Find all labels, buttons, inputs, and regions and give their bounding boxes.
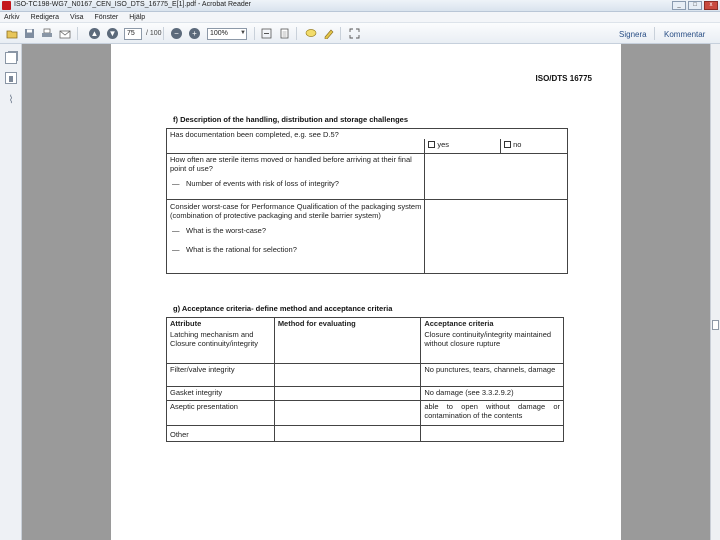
full-screen-icon[interactable]	[348, 27, 361, 40]
menu-fonster[interactable]: Fönster	[94, 14, 119, 21]
save-icon[interactable]	[23, 27, 36, 40]
table-row	[167, 329, 564, 363]
window-controls	[672, 1, 718, 10]
navigation-pane	[0, 44, 22, 540]
table-row	[167, 139, 568, 153]
question-text: Has documentation been completed, e.g. see D.5?	[170, 130, 339, 139]
scrollbar-thumb[interactable]	[712, 320, 719, 330]
table-cell	[167, 139, 425, 153]
section-g-title: g) Acceptance criteria- define method and acceptance criteria	[173, 304, 393, 313]
table-cell	[167, 153, 425, 199]
attribute-cell: Other	[167, 425, 275, 441]
column-header-attribute: Attribute	[167, 318, 275, 330]
handling-challenges-table	[166, 128, 568, 274]
table-header-row	[167, 318, 564, 330]
table-row	[167, 363, 564, 386]
table-row	[167, 153, 568, 199]
comment-button[interactable]: Kommentar	[664, 30, 706, 39]
minimize-button[interactable]: _	[672, 1, 686, 10]
column-header-criteria: Acceptance criteria	[421, 318, 564, 330]
menu-arkiv[interactable]: Arkiv	[4, 14, 20, 21]
menu-bar	[0, 12, 720, 23]
zoom-select[interactable]: 100%	[207, 28, 247, 40]
maximize-button[interactable]: □	[688, 1, 702, 10]
title-bar	[0, 0, 720, 12]
table-cell	[167, 129, 568, 140]
bullet-item: — What is the worst-case?	[172, 225, 267, 235]
fit-page-icon[interactable]	[260, 27, 273, 40]
table-cell	[501, 139, 568, 153]
close-button[interactable]: x	[704, 1, 718, 10]
comment-bubble-icon[interactable]	[304, 27, 317, 40]
table-cell	[425, 153, 568, 199]
criteria-cell: Closure continuity/integrity maintained without closure rupture	[421, 329, 564, 363]
open-icon[interactable]	[5, 27, 18, 40]
method-cell	[274, 400, 421, 425]
method-cell	[274, 329, 421, 363]
attribute-cell: Aseptic presentation	[167, 400, 275, 425]
table-row	[167, 425, 564, 441]
acrobat-app-icon	[2, 1, 11, 10]
zoom-out-icon[interactable]: −	[170, 27, 183, 40]
criteria-cell: No punctures, tears, channels, damage	[421, 363, 564, 386]
criteria-cell	[421, 425, 564, 441]
table-cell	[425, 139, 501, 153]
yes-checkbox[interactable]	[428, 141, 435, 148]
window-title: ISO-TC198-WG7_N0167_CEN_ISO_DTS_16775_E[1].pdf - Acrobat Reader	[14, 1, 251, 8]
toolbar	[0, 23, 720, 44]
no-label: no	[513, 140, 522, 149]
vertical-scrollbar[interactable]	[710, 44, 720, 540]
bookmark-icon[interactable]	[5, 72, 17, 84]
yes-label: yes	[437, 140, 449, 149]
next-page-icon[interactable]: ▼	[108, 29, 117, 38]
method-cell	[274, 363, 421, 386]
attribute-cell: Filter/valve integrity	[167, 363, 275, 386]
page-total: / 100	[146, 30, 162, 37]
bullet-item: — What is the rational for selection?	[172, 244, 297, 254]
question-text: How often are sterile items moved or handled before arriving at their final point of use?	[170, 154, 412, 173]
no-checkbox[interactable]	[504, 141, 511, 148]
attribute-cell: Latching mechanism and Closure continuity/integrity	[167, 329, 275, 363]
document-id: ISO/DTS 16775	[535, 74, 592, 83]
zoom-in-icon[interactable]: +	[188, 27, 201, 40]
method-cell	[274, 425, 421, 441]
menu-hjalp[interactable]: Hjälp	[129, 14, 146, 21]
attribute-cell: Gasket integrity	[167, 386, 275, 400]
criteria-cell: No damage (see 3.3.2.9.2)	[421, 386, 564, 400]
table-row	[167, 129, 568, 140]
table-row	[167, 386, 564, 400]
menu-redigera[interactable]: Redigera	[30, 14, 59, 21]
table-cell	[425, 199, 568, 273]
table-row	[167, 400, 564, 425]
acceptance-criteria-table	[166, 317, 564, 442]
column-header-method: Method for evaluating	[274, 318, 421, 330]
table-cell	[167, 199, 425, 273]
pdf-page	[111, 44, 621, 540]
attachment-icon[interactable]: ⌇	[8, 94, 14, 106]
table-row	[167, 199, 568, 273]
menu-visa[interactable]: Visa	[69, 14, 84, 21]
criteria-cell: able to open without damage or contamination of the contents	[421, 400, 564, 425]
highlight-icon[interactable]	[322, 27, 335, 40]
question-text: Consider worst-case for Performance Qualification of the packaging system (combination of protective packaging and sterile barrier system)	[170, 201, 422, 220]
fit-width-icon[interactable]	[278, 27, 291, 40]
sign-button[interactable]: Signera	[619, 30, 647, 39]
print-icon[interactable]	[40, 27, 53, 40]
page-number-input[interactable]: 75	[124, 28, 142, 40]
email-icon[interactable]	[58, 27, 71, 40]
bullet-item: — Number of events with risk of loss of integrity?	[172, 178, 339, 188]
previous-page-icon[interactable]: ▲	[90, 29, 99, 38]
method-cell	[274, 386, 421, 400]
chevron-down-icon[interactable]: ▼	[240, 30, 246, 36]
pages-icon[interactable]	[5, 52, 17, 64]
section-f-title: f) Description of the handling, distribution and storage challenges	[173, 115, 409, 124]
